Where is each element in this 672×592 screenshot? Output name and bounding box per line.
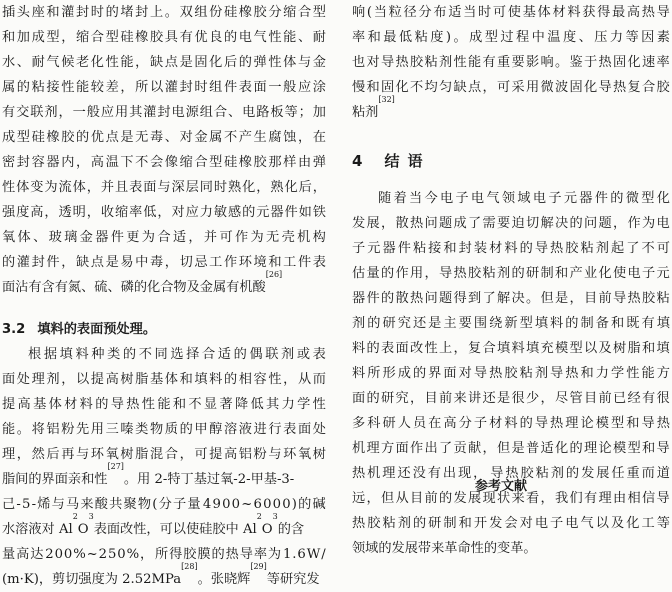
text-run: 等研究发 bbox=[266, 572, 320, 587]
text-line: 料 的 表 面 改 性 上 ， 复 合 填 料 填 充 模 型 以 及 树 脂 和 填 bbox=[352, 341, 670, 356]
subscript: 2 bbox=[72, 512, 78, 521]
citation: [32] bbox=[378, 95, 395, 104]
conclusion-paragraph bbox=[352, 186, 670, 561]
citation: [29] bbox=[250, 562, 267, 571]
text-line: 剂 的 研 究 还 是 主 要 围 绕 新 型 填 料 的 制 备 和 既 有 填 bbox=[352, 316, 670, 331]
text-run: O bbox=[261, 522, 273, 537]
section-number: 3.2 bbox=[2, 322, 26, 337]
text-run: O bbox=[77, 522, 89, 537]
text-run: 脂间的界面亲和性 bbox=[2, 472, 108, 487]
text-line: 慢 和 固 化 不 均 匀 缺 点 ， 可 采 用 微 波 固 化 导 热 复 合 胶 bbox=[352, 80, 670, 95]
text-line: 多 科 研 人 员 在 高 分 子 材 料 的 导 热 理 论 模 型 和 导 热 bbox=[352, 416, 670, 431]
text-line: 面 处 理 剂 ， 以 提 高 树 脂 基 体 和 填 料 的 相 容 性 ， 从 而 bbox=[2, 372, 326, 387]
text-line: 响 ( 当 粒 径 分 布 适 当 时 可 使 基 体 材 料 获 得 最 高 热 导 bbox=[352, 5, 670, 20]
text-run: 表面改性，可以使硅胶中 Al bbox=[93, 522, 257, 537]
subscript: 2 bbox=[256, 512, 262, 521]
left-paragraph-1 bbox=[2, 0, 326, 300]
text-line: 强 度 高 ， 透 明 ， 收 缩 率 低 ， 对 应 力 敏 感 的 元 器 件 如 铁 bbox=[2, 205, 326, 220]
text-line: 器 件 的 散 热 问 题 得 到 了 解 决 。 但 是 ， 目 前 导 热 胶 粘 bbox=[352, 291, 670, 306]
text-line bbox=[352, 95, 670, 125]
text-line: 密 封 容 器 内 ， 高 温 下 不 会 像 缩 合 型 硅 橡 胶 那 样 由 弹 bbox=[2, 155, 326, 170]
text-line: 属 的 粘 接 性 能 较 差 ， 所 以 灌 封 时 组 件 表 面 一 般 应 涂 bbox=[2, 80, 326, 95]
text-line: 成 型 硅 橡 胶 的 优 点 是 无 毒 、 对 金 属 不 产 生 腐 蚀 ， 在 bbox=[2, 130, 326, 145]
text-line: 性 体 变 为 流 体 ， 并 且 表 面 与 深 层 同 时 熟 化 ， 熟 化 后 ， bbox=[2, 180, 326, 195]
text-line: 热 胶 粘 剂 的 研 制 和 开 发 会 对 电 子 电 气 以 及 化 工 等 bbox=[352, 516, 670, 531]
references-heading: 参考文献 bbox=[475, 479, 528, 494]
text-line: 提 高 基 体 材 料 的 导 热 性 能 和 不 显 著 降 低 其 力 学 性 bbox=[2, 397, 326, 412]
section-number: 4 bbox=[352, 152, 363, 170]
text-run: 面沾有含有氮、硫、磷的化合物及金属有机酸 bbox=[2, 280, 266, 295]
text-run: 的含 bbox=[277, 522, 305, 537]
text-line: 根 据 填 料 种 类 的 不 同 选 择 合 适 的 偶 联 剂 或 表 bbox=[28, 347, 326, 362]
text-line: 料 所 形 成 的 界 面 对 导 热 胶 粘 剂 导 热 和 力 学 性 能 方 bbox=[352, 366, 670, 381]
text-run: 水溶液对 Al bbox=[2, 522, 73, 537]
text-line: 理 ， 然 后 再 与 环 氧 树 脂 混 合 ， 可 提 高 铝 粉 与 环 氧 树 bbox=[2, 447, 326, 462]
text-line: 远 ， 但 从 目 前 的 发 展 现 状 来 看 ， 我 们 有 理 由 相 信 导 bbox=[352, 491, 670, 506]
text-line bbox=[2, 512, 326, 542]
text-run: 。张晓辉 bbox=[197, 572, 251, 587]
text-line: 领域的发展带来革命性的变革。 bbox=[352, 541, 537, 556]
text-line bbox=[2, 562, 326, 592]
text-line: 机 理 方 面 作 出 了 贡 献 ， 但 是 普 适 化 的 理 论 模 型 和 导 bbox=[352, 441, 670, 456]
text-line: 水 、 耐 气 候 老 化 性 能 ， 缺 点 是 固 化 后 的 弹 性 体 与 金 bbox=[2, 55, 326, 70]
subscript: 3 bbox=[88, 512, 94, 521]
text-line: 插 头 座 和 灌 封 时 的 堵 封 上 。 双 组 份 硅 橡 胶 分 缩 合 型 bbox=[2, 5, 326, 20]
section-title: 填料的表面预处理。 bbox=[37, 322, 157, 337]
left-column bbox=[2, 0, 326, 592]
text-line: 子 元 器 件 粘 接 和 封 装 材 料 的 导 热 胶 粘 剂 起 了 不 可 bbox=[352, 241, 670, 256]
text-line: 也 对 导 热 胶 粘 剂 性 能 有 重 要 影 响 。 鉴 于 热 固 化 速 率 bbox=[352, 55, 670, 70]
text-line: 有 交 联 剂 ， 一 般 应 用 其 灌 封 电 源 组 合 、 电 路 板 等 ； 加 bbox=[2, 105, 326, 120]
text-line: 量 高 达 2 0 0 % ~ 2 5 0 % ， 所 得 胶 膜 的 热 导 率 为 1 . 6 W / bbox=[2, 547, 326, 562]
section-heading-3-2 bbox=[2, 317, 326, 342]
text-line: 己 - 5 - 烯 与 马 来 酸 共 聚 物 ( 分 子 量 4 9 0 0 ~ 6 0 0 0 ) 的 碱 bbox=[2, 497, 326, 512]
text-line bbox=[2, 462, 326, 492]
text-line bbox=[2, 270, 326, 300]
text-run: 。用 2-特丁基过氧-2-甲基-3- bbox=[123, 472, 295, 487]
text-line: 的 灌 封 件 ， 缺 点 是 易 中 毒 ， 切 忌 工 作 环 境 和 工 件 表 bbox=[2, 255, 326, 270]
text-run: (m·K)，剪切强度为 2.52MPa bbox=[2, 572, 182, 587]
left-paragraph-2 bbox=[2, 342, 326, 592]
text-line: 估 量 的 作 用 ， 导 热 胶 粘 剂 的 研 制 和 产 业 化 使 电 子 元 bbox=[352, 266, 670, 281]
citation: [27] bbox=[107, 462, 124, 471]
section-title: 结语 bbox=[384, 152, 431, 170]
text-run: 粘剂 bbox=[352, 105, 379, 120]
text-line: 热 机 理 还 没 有 出 现 ， 导 热 胶 粘 剂 的 发 展 任 重 而 道 bbox=[352, 466, 670, 481]
text-line: 随 着 当 今 电 子 电 气 领 域 电 子 元 器 件 的 微 型 化 bbox=[378, 191, 670, 206]
citation: [26] bbox=[265, 270, 283, 279]
section-heading-4 bbox=[352, 149, 670, 174]
right-paragraph-1 bbox=[352, 0, 670, 125]
citation: [28] bbox=[181, 562, 198, 571]
text-line: 氧 体 、 玻 璃 金 器 件 更 为 合 适 ， 并 可 作 为 无 壳 机 构 bbox=[2, 230, 326, 245]
text-line: 能 。 将 铝 粉 先 用 三 嗪 类 物 质 的 甲 醇 溶 液 进 行 表 面 处 bbox=[2, 422, 326, 437]
text-line: 和 加 成 型 ， 缩 合 型 硅 橡 胶 具 有 优 良 的 电 气 性 能 、 耐 bbox=[2, 30, 326, 45]
text-line: 发 展 ， 散 热 问 题 成 了 需 要 迫 切 解 决 的 问 题 ， 作 为 电 bbox=[352, 216, 670, 231]
text-line: 率 和 最 低 粘 度 ) 。 成 型 过 程 中 温 度 、 压 力 等 因 素 bbox=[352, 30, 670, 45]
subscript: 3 bbox=[272, 512, 278, 521]
text-line: 面 的 研 究 ， 目 前 来 讲 还 是 很 少 ， 尽 管 目 前 已 经 有 很 bbox=[352, 391, 670, 406]
